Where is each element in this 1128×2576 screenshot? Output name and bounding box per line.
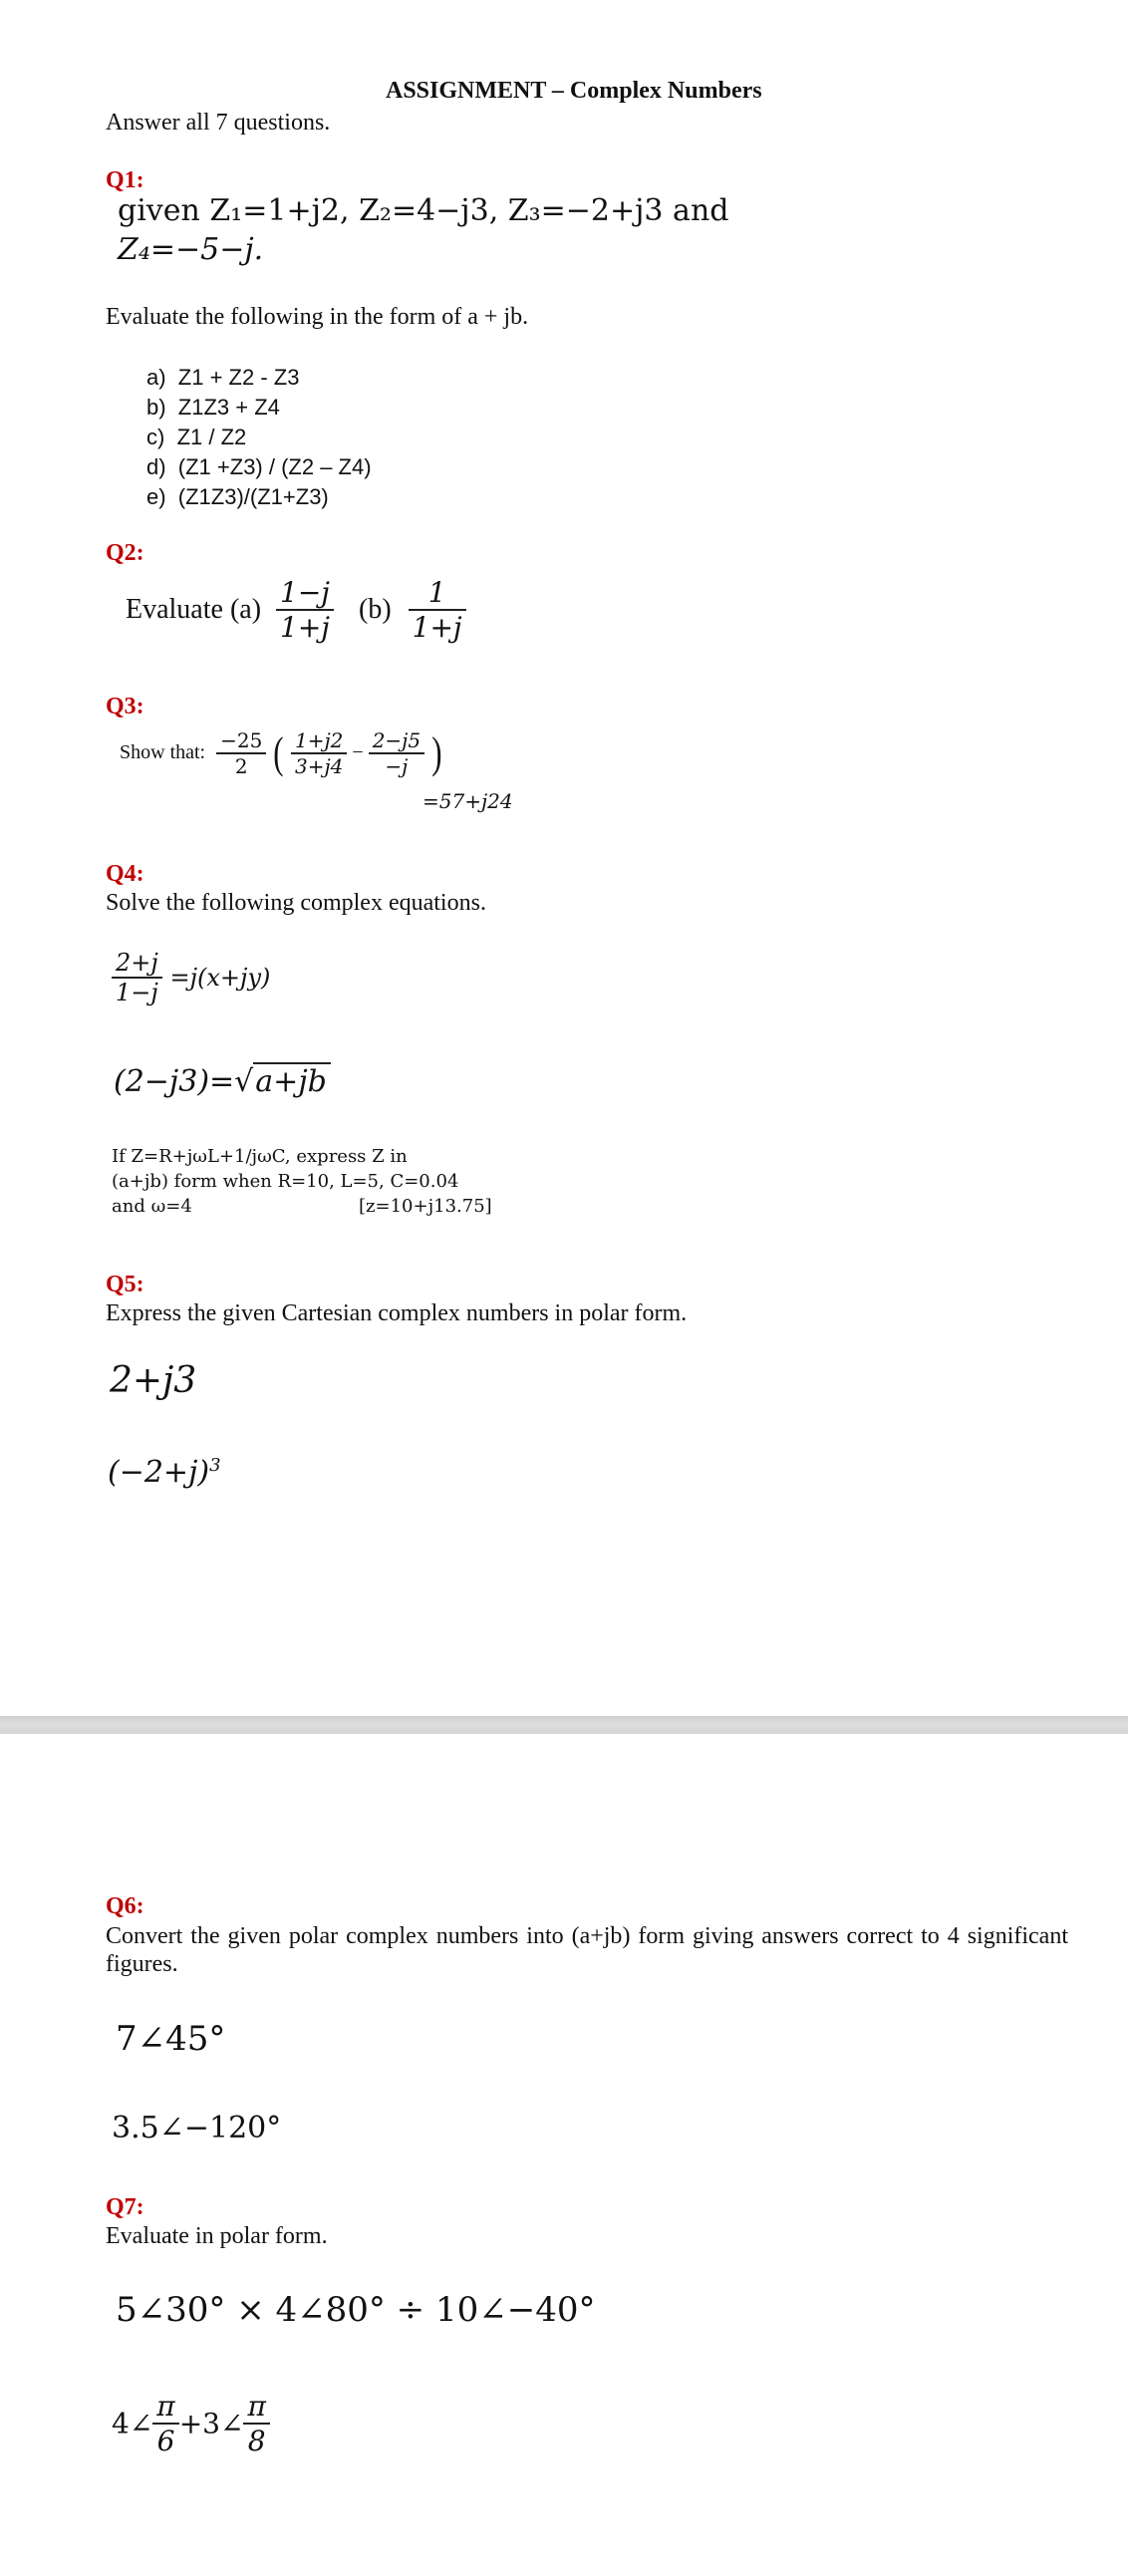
q3-f2-num: 2−j5	[372, 727, 422, 752]
q5-label: Q5:	[106, 1272, 144, 1297]
q5-expr2-exponent: 3	[209, 1455, 221, 1476]
list-item: b) Z1Z3 + Z4	[146, 395, 280, 420]
q7-expr2-term1: 4∠	[112, 2407, 153, 2440]
q7-expression-1: 5∠30° × 4∠80° ÷ 10∠−40°	[116, 2290, 596, 2330]
q7-expression-2	[112, 2390, 270, 2457]
q3-fraction-2	[369, 728, 424, 778]
q2-fraction-a	[276, 576, 334, 644]
list-item: e) (Z1Z3)/(Z1+Z3)	[146, 484, 329, 509]
q2-b-label: (b)	[359, 594, 392, 625]
q7-instruction: Evaluate in polar form.	[106, 2223, 328, 2249]
q4-eq1-num: 2+j	[116, 949, 158, 977]
q2-label: Q2:	[106, 540, 144, 566]
q2-prefix: Evaluate (a)	[126, 594, 262, 625]
list-item: c) Z1 / Z2	[146, 425, 247, 449]
q3-coef-num: −25	[220, 727, 263, 752]
q1-items-list	[146, 363, 372, 512]
q7-expr2-plus: +3∠	[178, 2407, 244, 2440]
q4-eq1-fraction	[112, 949, 162, 1006]
q7-f1-num: π	[156, 2390, 175, 2423]
page-title: ASSIGNMENT – Complex Numbers	[386, 78, 762, 104]
q7-label: Q7:	[106, 2194, 144, 2220]
q4-equation-1	[112, 949, 270, 1006]
q2-fraction-b	[409, 576, 466, 644]
q2-a-numerator: 1−j	[280, 576, 330, 609]
q3-f2-den: −j	[369, 752, 424, 778]
q6-expression-2: 3.5∠−120°	[112, 2111, 282, 2146]
q4-eq2-lhs: (2−j3)=	[114, 1064, 235, 1099]
q3-minus: −	[352, 741, 364, 763]
q3-label: Q3:	[106, 694, 144, 719]
q2-b-denominator: 1+j	[409, 609, 466, 644]
list-item: d) (Z1 +Z3) / (Z2 – Z4)	[146, 454, 372, 479]
q1-z-defs-line2: Z₄=−5−j.	[118, 232, 264, 267]
q4-eq1-den: 1−j	[112, 977, 162, 1006]
q1-given-line1	[118, 193, 728, 228]
page-divider	[0, 1716, 1128, 1734]
intro-text: Answer all 7 questions.	[106, 110, 331, 136]
q3-expression	[120, 727, 444, 778]
q1-given-prefix: given	[118, 193, 200, 228]
q4-label: Q4:	[106, 861, 144, 887]
list-item: a) Z1 + Z2 - Z3	[146, 365, 300, 390]
q7-fraction-1	[152, 2390, 178, 2457]
q3-fraction-1	[291, 728, 347, 778]
q4-eq3-line1: If Z=R+jωL+1/jωC, express Z in	[112, 1146, 408, 1167]
q3-coefficient	[216, 728, 266, 778]
q1-z-defs-line1: Z₁=1+j2, Z₂=4−j3, Z₃=−2+j3 and	[209, 193, 729, 228]
q4-eq3-line2: (a+jb) form when R=10, L=5, C=0.04	[112, 1171, 459, 1192]
q7-f1-den: 6	[152, 2423, 178, 2457]
q6-label: Q6:	[106, 1893, 144, 1919]
q3-left-paren: (	[273, 728, 284, 777]
q5-expr2-base: (−2+j)	[108, 1455, 210, 1490]
q3-result: =57+j24	[423, 789, 513, 813]
q1-label: Q1:	[106, 167, 144, 193]
q3-coef-den: 2	[216, 752, 266, 778]
q1-instruction: Evaluate the following in the form of a + jb.	[106, 304, 529, 330]
q4-eq1-rhs: =j(x+jy)	[169, 964, 271, 992]
q7-f2-num: π	[247, 2390, 266, 2423]
q7-f2-den: 8	[243, 2423, 269, 2457]
q5-instruction: Express the given Cartesian complex numbers in polar form.	[106, 1300, 688, 1326]
q3-f1-den: 3+j4	[291, 752, 347, 778]
q3-prefix: Show that:	[120, 741, 206, 763]
q4-eq3-line3-left: and ω=4	[112, 1196, 192, 1217]
q7-fraction-2	[243, 2390, 269, 2457]
q2-a-denominator: 1+j	[276, 609, 334, 644]
q2-b-numerator: 1	[427, 576, 446, 609]
q3-f1-num: 1+j2	[295, 727, 344, 752]
q6-instruction: Convert the given polar complex numbers into (a+jb) form giving answers correct to 4 significant figures.	[106, 1923, 1068, 1977]
q3-right-paren: )	[431, 728, 442, 777]
q4-eq2-radicand: a+jb	[253, 1062, 331, 1099]
q2-expression	[126, 576, 466, 644]
q4-instruction: Solve the following complex equations.	[106, 890, 486, 916]
sqrt-icon: √	[234, 1064, 254, 1099]
q4-equation-2	[114, 1062, 331, 1099]
q5-expression-1: 2+j3	[110, 1360, 197, 1401]
q5-expression-2	[108, 1455, 221, 1490]
q6-expression-1: 7∠45°	[116, 2019, 226, 2059]
q4-eq3-answer: [z=10+j13.75]	[359, 1196, 492, 1217]
